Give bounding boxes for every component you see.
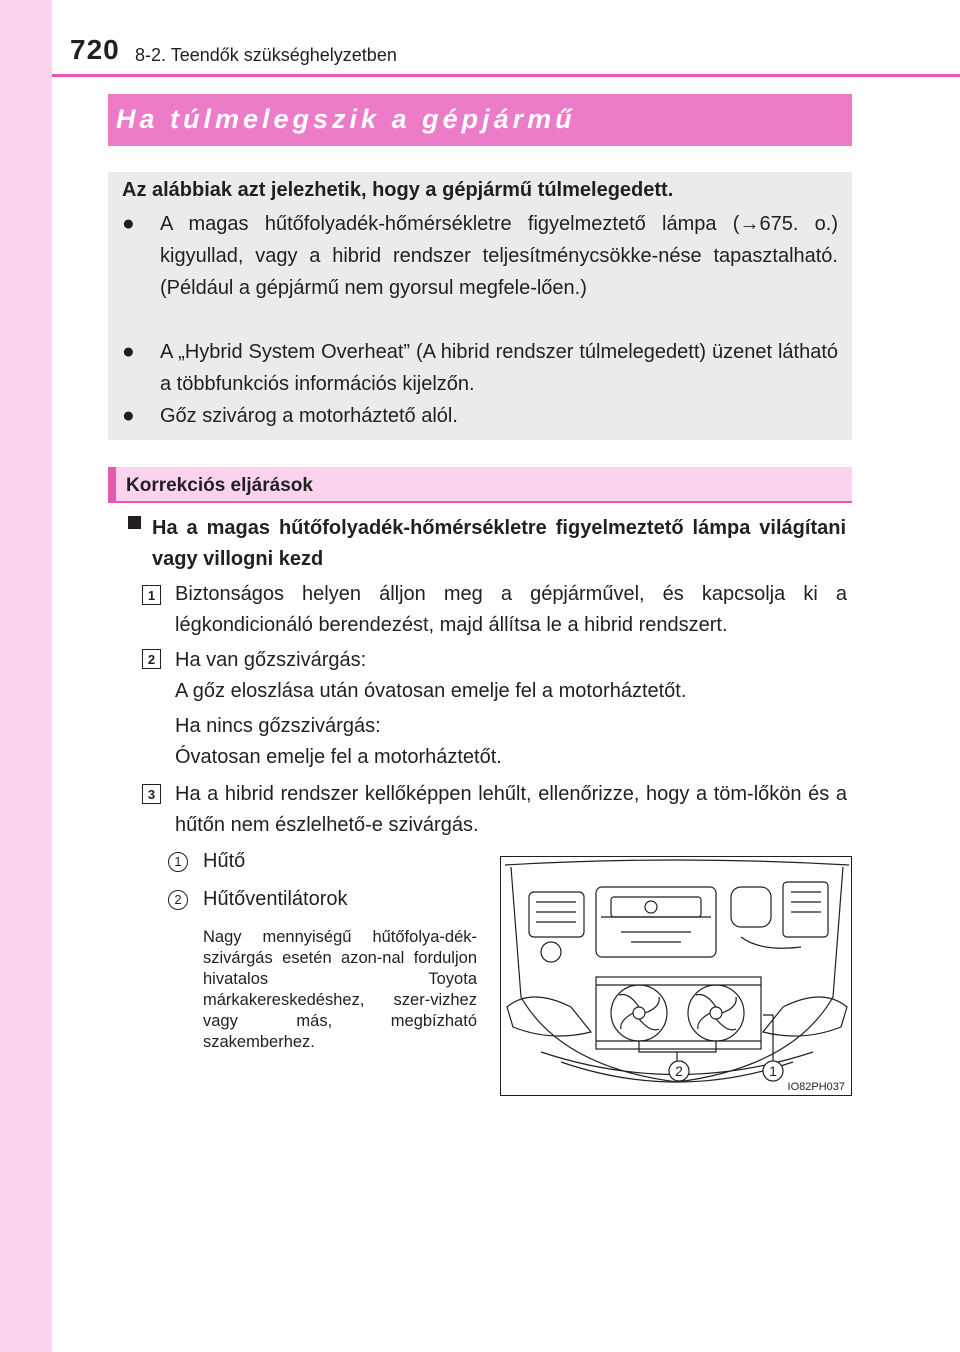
step-text: Biztonságos helyen álljon meg a gépjárművel, és kapcsolja ki a légkondicionáló berendezést, majd állítsa le a hibrid rendszert. — [175, 583, 847, 636]
step-text: A gőz eloszlása után óvatosan emelje fel a motorháztetőt. — [175, 680, 687, 702]
header-divider — [52, 74, 960, 77]
section-title: 8-2. Teendők szükséghelyzetben — [135, 45, 397, 65]
callout-label: Hűtő — [203, 850, 246, 872]
condition-heading: Ha a magas hűtőfolyadék-hőmérsékletre figyelmeztető lámpa világítani vagy villogni kezd — [152, 517, 846, 570]
symptom-item: A magas hűtőfolyadék-hőmérsékletre figyelmeztető lámpa (→675. o.) kigyullad, vagy a hibrid rendszer teljesítménycsökke-nése tapasztalható. (Például a gépjármű nem gyorsul megfele-lően.) — [160, 213, 838, 299]
engine-bay-illustration — [500, 856, 852, 1096]
callout-number: 2 — [168, 890, 188, 910]
step-text: Ha nincs gőzszivárgás: — [175, 715, 381, 737]
bullet-icon: ● — [122, 212, 135, 235]
warning-note: Nagy mennyiségű hűtőfolya-dék-szivárgás esetén azon-nal forduljon hivatalos Toyota márkakereskedéshez, szer-vizhez vagy más, megbízható szakemberhez. — [203, 928, 477, 1051]
bullet-icon: ● — [122, 404, 135, 427]
symptom-item: A „Hybrid System Overheat” (A hibrid rendszer túlmelegedett) üzenet látható a többfunkciós információs kijelzőn. — [160, 341, 838, 395]
step-number: 3 — [142, 784, 161, 804]
engine-bay-drawing — [501, 857, 852, 1096]
square-bullet-icon — [128, 516, 141, 529]
callout-number: 1 — [168, 852, 188, 872]
bullet-icon: ● — [122, 340, 135, 363]
callout-1-text: 1 — [769, 1063, 777, 1079]
step-number: 1 — [142, 585, 161, 605]
callout-label: Hűtőventilátorok — [203, 888, 348, 910]
page-margin-strip — [0, 0, 52, 1352]
step-text: Ha van gőzszivárgás: — [175, 649, 367, 671]
subsection-heading: Korrekciós eljárások — [126, 475, 313, 496]
symptoms-heading: Az alábbiak azt jelezhetik, hogy a gépjármű túlmelegedett. — [122, 179, 674, 201]
page-number: 720 — [70, 34, 120, 65]
symptom-item: Gőz szivárog a motorháztető alól. — [160, 405, 458, 427]
callout-2-text: 2 — [675, 1063, 683, 1079]
step-number: 2 — [142, 649, 161, 669]
step-text: Ha a hibrid rendszer kellőképpen lehűlt, ellenőrizze, hogy a töm-lőkön és a hűtőn nem észlelhető-e szivárgás. — [175, 783, 847, 836]
subsection-accent — [108, 467, 116, 503]
page-title: Ha túlmelegszik a gépjármű — [116, 104, 576, 134]
step-text: Óvatosan emelje fel a motorháztetőt. — [175, 746, 502, 768]
figure-code: IO82PH037 — [787, 1081, 845, 1093]
